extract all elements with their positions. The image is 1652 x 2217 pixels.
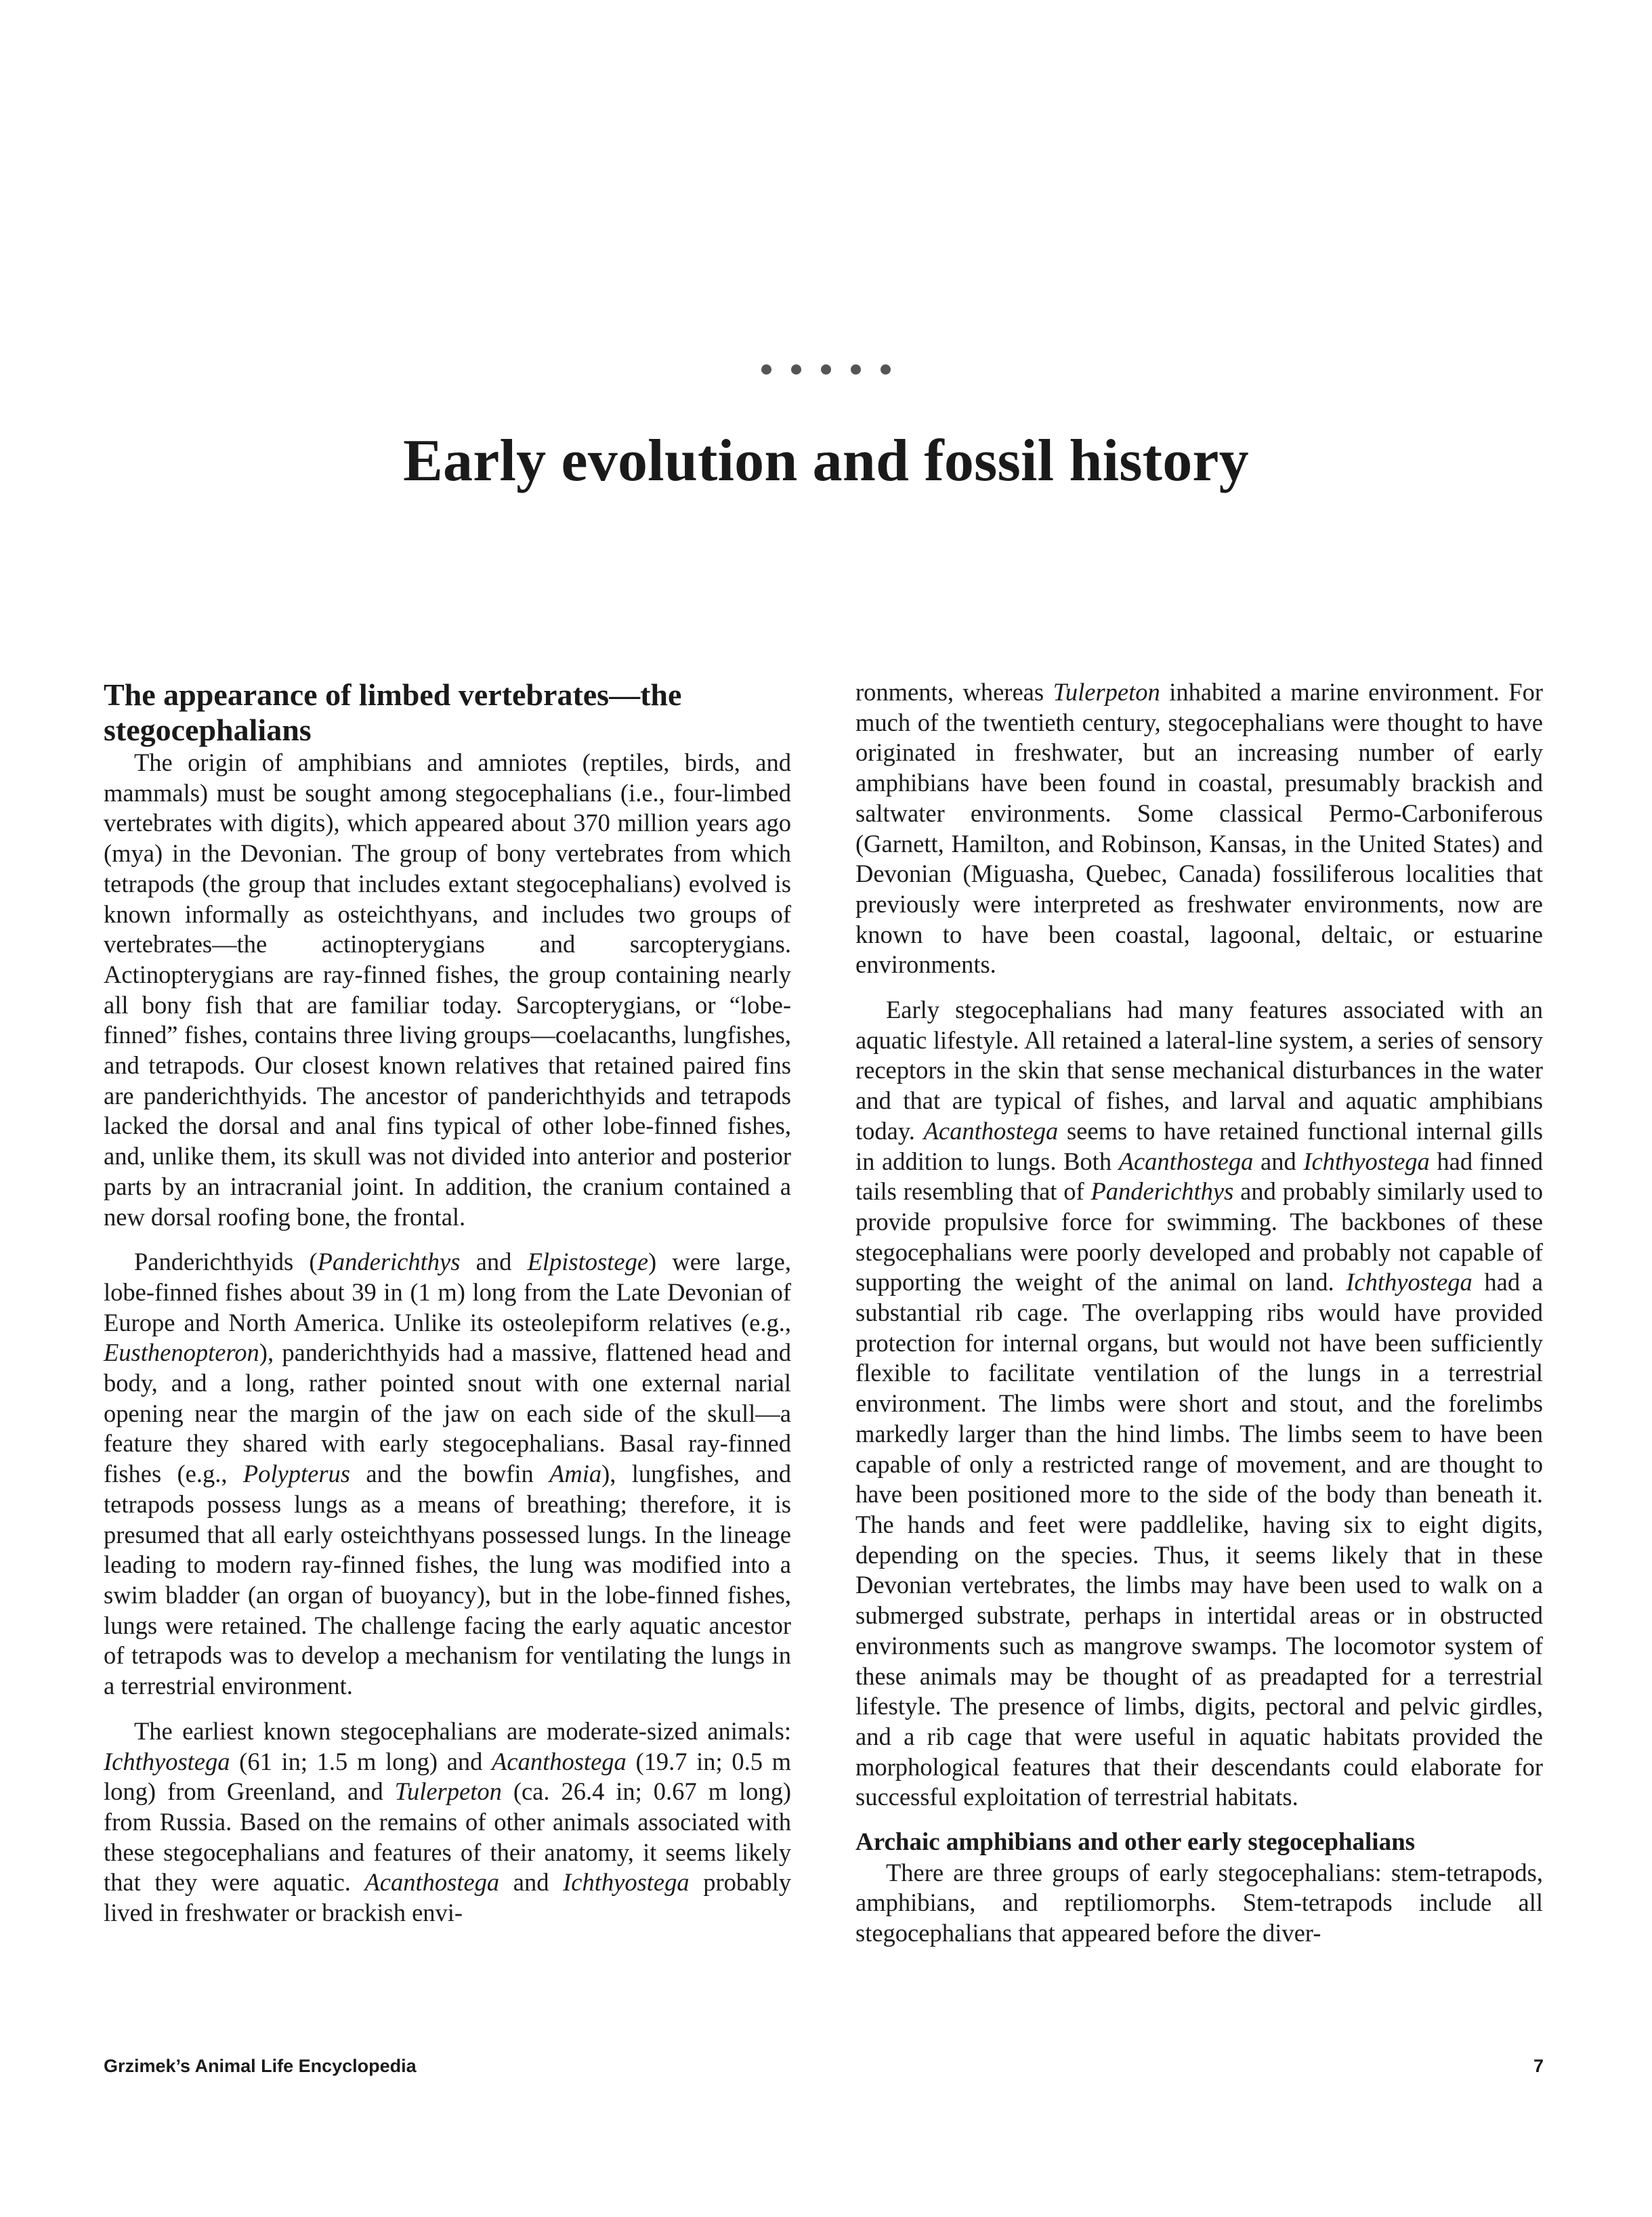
- taxon-name: Tulerpeton: [1053, 678, 1160, 706]
- page-number: 7: [1533, 2056, 1544, 2076]
- text-run: Early stegocephalians had many features associated with an aquatic lifestyle. All retained a lateral-line system, a series of sensory receptors in the skin that sense mechanical disturbances in the water and that are typical of fishes, and larval and aquatic amphibians today.: [855, 996, 1543, 1145]
- paragraph-three-groups: There are three groups of early stegocephalians: stem-tetrapods, amphibians, and reptiliomorphs. Stem-tetrapods include all stegocephalians that appeared before the diver-: [855, 1858, 1543, 1947]
- paragraph-earliest-stegocephalians: [104, 1716, 791, 1928]
- taxon-name: Acanthostega: [364, 1868, 500, 1897]
- taxon-name: Amia: [549, 1460, 602, 1488]
- text-run: Panderichthyids (: [134, 1248, 318, 1276]
- taxon-name: Ichthyostega: [1303, 1147, 1430, 1175]
- text-run: and: [499, 1868, 564, 1897]
- taxon-name: Ichthyostega: [104, 1747, 230, 1775]
- dot-ornament-icon: [761, 364, 771, 375]
- text-run: had finned tails resembling that of: [855, 1147, 1543, 1206]
- text-run: ) were large, lobe-finned fishes about 39 in (1 m) long from the Late Devonian of Europe and North America. Unlike its osteolepiform relatives (e.g.,: [104, 1248, 791, 1336]
- text-run: The earliest known stegocephalians are moderate-sized animals:: [134, 1716, 791, 1745]
- ornament-dots: [0, 364, 1652, 375]
- taxon-name: Eusthenopteron: [104, 1338, 259, 1367]
- text-run: ), lungfishes, and tetrapods possess lungs as a means of breathing; therefore, it is presumed that all early osteichthyans possessed lungs. In the lineage leading to modern ray-finned fishes, the lung was modified into a swim bladder (an organ of buoyancy), but in the lobe-finned fishes, lungs were retained. The challenge facing the early aquatic ancestor of tetrapods was to develop a mechanism for ventilating the lungs in a terrestrial environment.: [104, 1460, 791, 1700]
- taxon-name: Ichthyostega: [1346, 1268, 1473, 1296]
- taxon-name: Acanthostega: [1118, 1147, 1254, 1175]
- taxon-name: Polypterus: [242, 1460, 350, 1488]
- text-run: and: [1253, 1147, 1304, 1175]
- dot-ornament-icon: [791, 364, 801, 375]
- text-run: seems to have retained functional internal gills in addition to lungs. Both: [855, 1116, 1543, 1175]
- taxon-name: Acanthostega: [492, 1747, 627, 1775]
- text-run: and probably similarly used to provide propulsive force for swimming. The backbones of these stegocephalians were poorly developed and probably not capable of supporting the weight of the animal on land.: [855, 1177, 1543, 1296]
- taxon-name: Panderichthys: [317, 1248, 461, 1276]
- text-run: (ca. 26.4 in; 0.67 m long) from Russia. Based on the remains of other animals associated with these stegocephalians and features of their anatomy, it seems likely that they were aquatic.: [104, 1777, 792, 1897]
- text-run: probably lived in freshwater or brackish envi-: [104, 1868, 792, 1927]
- text-run: and: [460, 1248, 528, 1276]
- taxon-name: Panderichthys: [1090, 1177, 1234, 1206]
- paragraph-origin: The origin of amphibians and amniotes (reptiles, birds, and mammals) must be sought among stegocephalians (i.e., four-limbed vertebrates with digits), which appeared about 370 million years ago (mya) in the Devonian. The group of bony vertebrates from which tetrapods (the group that includes extant stegocephalians) evolved is known informally as osteichthyans, and includes two groups of vertebrates—the actinopterygians and sarcopterygians. Actinopterygians are ray-finned fishes, the group containing nearly all bony fish that are familiar today. Sarcopterygians, or “lobe-finned” fishes, contains three living groups—coelacanths, lungfishes, and tetrapods. Our closest known relatives that retained paired fins are panderichthyids. The ancestor of panderichthyids and tetrapods lacked the dorsal and anal fins typical of other lobe-finned fishes, and, unlike them, its skull was not divided into anterior and posterior parts by an intracranial joint. In addition, the cranium contained a new dorsal roofing bone, the frontal.: [104, 748, 791, 1231]
- taxon-name: Tulerpeton: [394, 1777, 502, 1806]
- text-run: (61 in; 1.5 m long) and: [230, 1747, 492, 1775]
- text-run: and the bowfin: [350, 1460, 550, 1488]
- section-heading: The appearance of limbed vertebrates—the stegocephalians: [104, 677, 682, 747]
- paragraph-aquatic-features: [855, 995, 1543, 1813]
- dot-ornament-icon: [821, 364, 831, 375]
- text-run: (19.7 in; 0.5 m long) from Greenland, and: [104, 1747, 792, 1806]
- subsection-heading: Archaic amphibians and other early stegocephalians: [855, 1828, 1416, 1857]
- text-run: ), panderichthyids had a massive, flattened head and body, and a long, rather pointed snout with one external narial opening near the margin of the jaw on each side of the skull—a feature they shared with early stegocephalians. Basal ray-finned fishes (e.g.,: [104, 1338, 791, 1488]
- right-column: [855, 677, 1543, 1949]
- left-column: [104, 677, 791, 1928]
- paragraph-environments: [855, 677, 1543, 980]
- text-run: ronments, whereas: [855, 678, 1053, 706]
- taxon-name: Acanthostega: [923, 1116, 1059, 1145]
- text-run: inhabited a marine environment. For much of the twentieth century, stegocephalians were thought to have originated in freshwater, but an increasing number of early amphibians have been found in coastal, presumably brackish and saltwater environments. Some classical Permo-Carboniferous (Garnett, Hamilton, and Robinson, Kansas, in the United States) and Devonian (Miguasha, Quebec, Canada) fossiliferous localities that previously were interpreted as freshwater environments, now are known to have been coastal, lagoonal, deltaic, or estuarine environments.: [855, 678, 1544, 979]
- taxon-name: Ichthyostega: [563, 1868, 690, 1897]
- text-run: had a substantial rib cage. The overlapping ribs would have provided protection for internal organs, but would not have been sufficiently flexible to facilitate ventilation of the lungs in a terrestrial environment. The limbs were short and stout, and the forelimbs markedly larger than the hind limbs. The limbs seem to have been capable of only a restricted range of movement, and are thought to have been positioned more to the side of the body than beneath it. The hands and feet were paddlelike, having six to eight digits, depending on the species. Thus, it seems likely that in these Devonian vertebrates, the limbs may have been used to walk on a submerged substrate, perhaps in intertidal areas or in obstructed environments such as mangrove swamps. The locomotor system of these animals may be thought of as preadapted for a terrestrial lifestyle. The presence of limbs, digits, pectoral and pelvic girdles, and a rib cage that were useful in aquatic habitats provided the morphological features that their descendants could elaborate for successful exploitation of terrestrial habitats.: [855, 1268, 1543, 1811]
- chapter-title: Early evolution and fossil history: [403, 428, 1249, 494]
- dot-ornament-icon: [851, 364, 861, 375]
- dot-ornament-icon: [881, 364, 891, 375]
- footer-publication: Grzimek’s Animal Life Encyclopedia: [104, 2056, 417, 2076]
- taxon-name: Elpistostege: [527, 1248, 649, 1276]
- paragraph-panderichthyids: [104, 1247, 791, 1702]
